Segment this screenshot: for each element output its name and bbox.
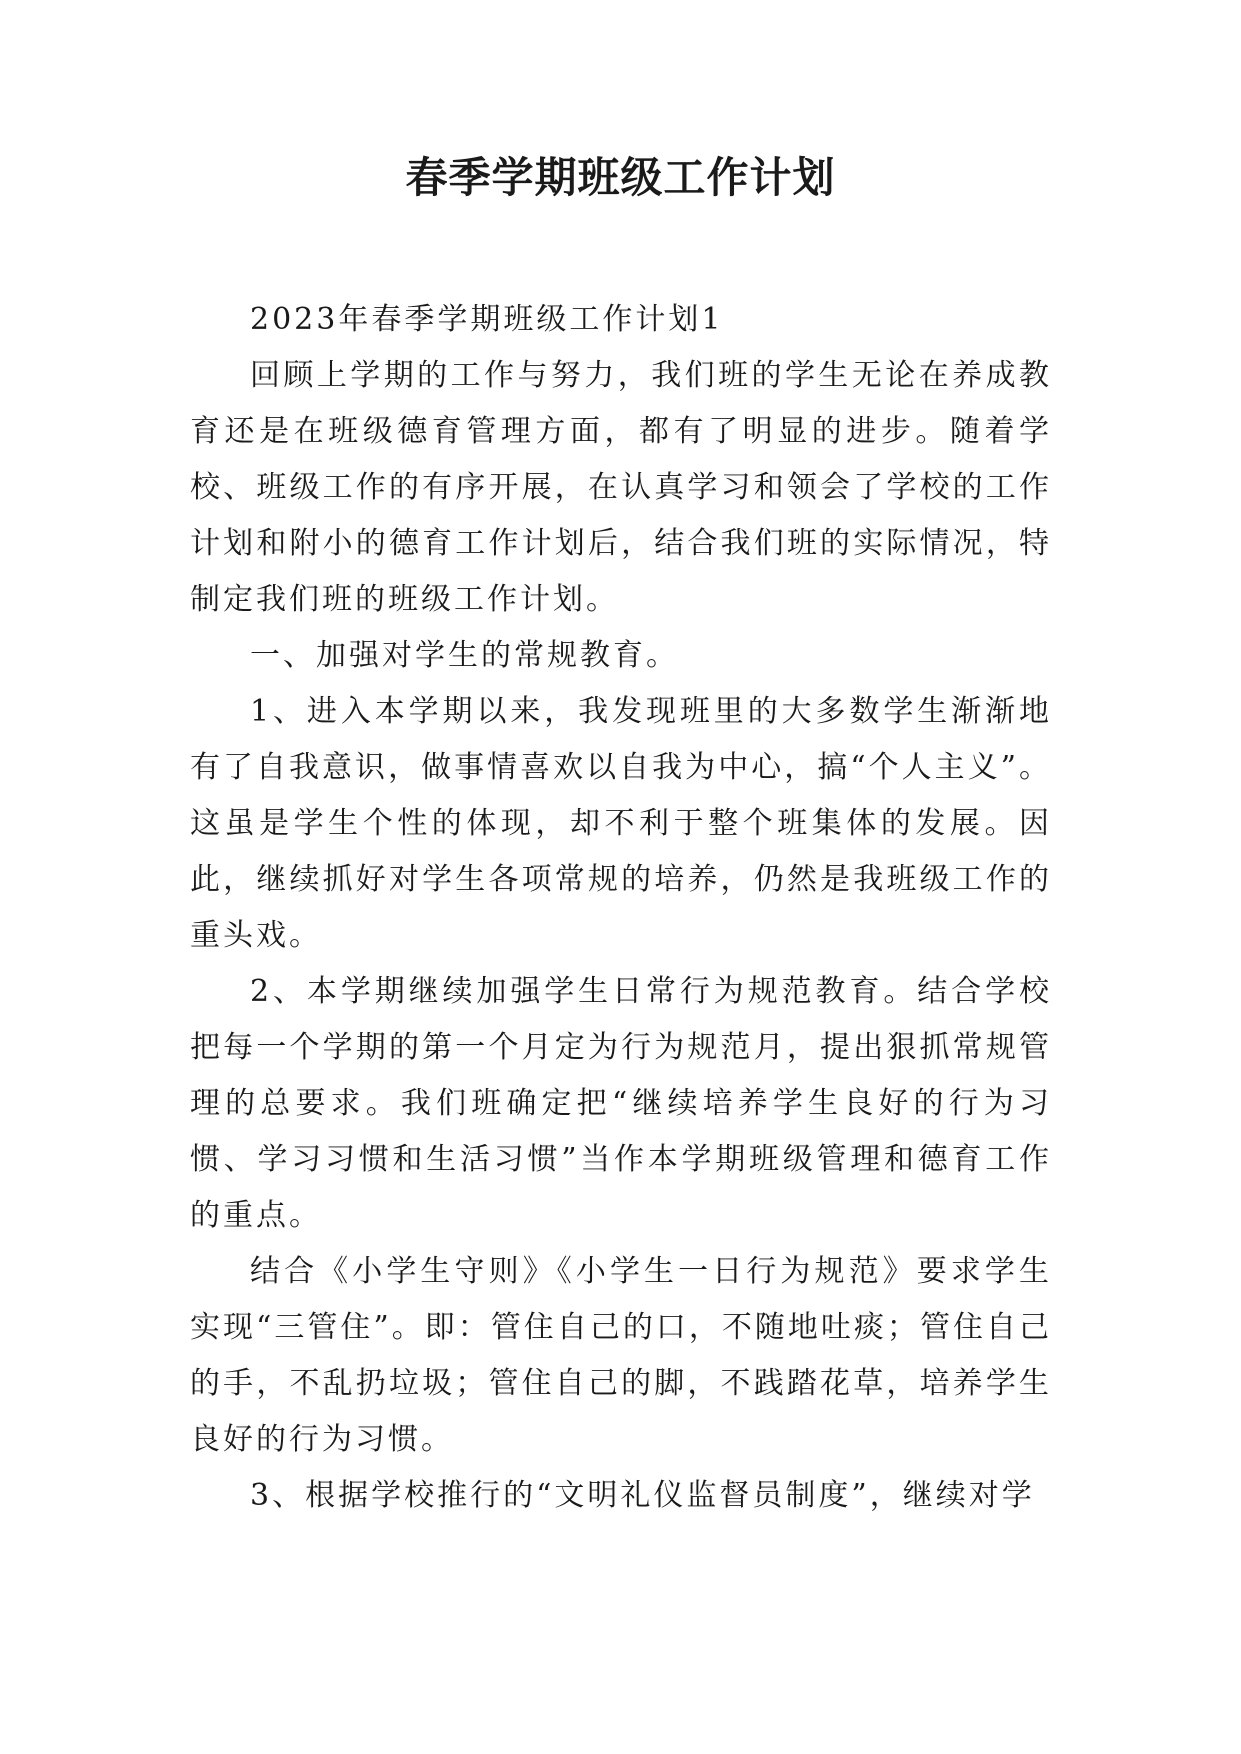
paragraph: 3、根据学校推行的“文明礼仪监督员制度”，继续对学 [250,1478,1035,1513]
paragraph: 2、本学期继续加强学生日常行为规范教育。结合学校把每一个学期的第一个月定为行为规范月，提出狠抓常规管理的总要求。我们班确定把“继续培养学生良好的行为习惯、学习习惯和生活习惯”当作本学期班级管理和德育工作的重点。 [190,974,1052,1233]
section-heading: 一、加强对学生的常规教育。 [250,638,679,673]
paragraph-heading: 2023年春季学期班级工作计划1 [250,302,724,337]
paragraph: 1、进入本学期以来，我发现班里的大多数学生渐渐地有了自我意识，做事情喜欢以自我为中心，搞“个人主义”。这虽是学生个性的体现，却不利于整个班集体的发展。因此，继续抓好对学生各项常规的培养，仍然是我班级工作的重头戏。 [190,694,1052,953]
document-body [190,292,1052,1524]
document-title: 春季学期班级工作计划 [405,153,836,202]
paragraph: 回顾上学期的工作与努力，我们班的学生无论在养成教育还是在班级德育管理方面，都有了明显的进步。随着学校、班级工作的有序开展，在认真学习和领会了学校的工作计划和附小的德育工作计划后，结合我们班的实际情况，特制定我们班的班级工作计划。 [190,358,1052,617]
paragraph: 结合《小学生守则》《小学生一日行为规范》要求学生实现“三管住”。即：管住自己的口，不随地吐痰；管住自己的手，不乱扔垃圾；管住自己的脚，不践踏花草，培养学生良好的行为习惯。 [190,1254,1052,1457]
